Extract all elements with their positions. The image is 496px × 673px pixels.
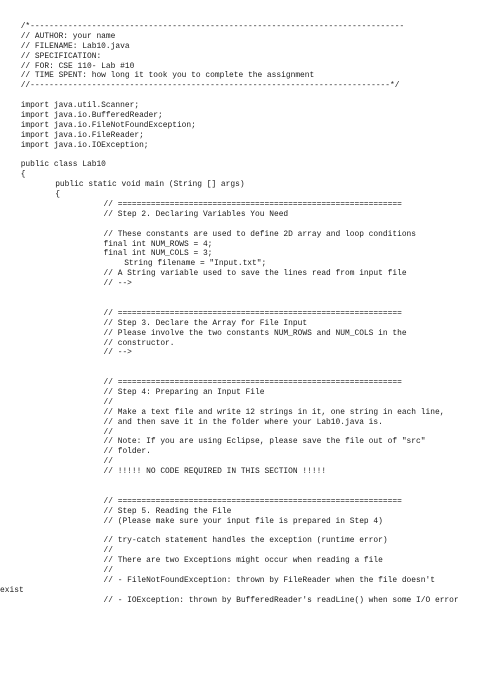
code-line: // Step 5. Reading the File xyxy=(103,506,232,516)
code-line: // ============================================================ xyxy=(103,496,402,506)
code-line: // - FileNotFoundException: thrown by FileReader when the file doesn't xyxy=(103,575,435,585)
code-line: // Step 4: Preparing an Input File xyxy=(103,387,265,397)
code-line: // Step 3. Declare the Array for File Input xyxy=(103,318,308,328)
code-line: // try-catch statement handles the exception (runtime error) xyxy=(103,536,388,546)
code-line: // These constants are used to define 2D array and loop conditions xyxy=(103,229,417,239)
code-line: // Step 2. Declaring Variables You Need xyxy=(103,209,289,219)
code-line: // xyxy=(103,397,113,407)
code-line: import java.io.FileReader; xyxy=(20,130,144,140)
code-line xyxy=(0,477,496,487)
code-line: //----------------------------------------------------------------------------*/ xyxy=(20,81,400,91)
code-line: // AUTHOR: your name xyxy=(20,31,116,41)
code-line: import java.io.FileNotFoundException; xyxy=(20,120,196,130)
code-line xyxy=(0,368,496,378)
code-line: // Note: If you are using Eclipse, please save the file out of "src" xyxy=(103,437,426,447)
code-line: // FOR: CSE 110- Lab #10 xyxy=(20,61,135,71)
code-line: exist xyxy=(0,585,24,595)
code-line: // ============================================================ xyxy=(103,308,402,318)
code-line: // folder. xyxy=(103,447,151,457)
code-line: // There are two Exceptions might occur when reading a file xyxy=(103,556,383,566)
code-line: { xyxy=(55,190,60,200)
code-line: // SPECIFICATION: xyxy=(20,51,102,61)
code-line: // ============================================================ xyxy=(103,378,402,388)
code-line: // xyxy=(103,427,113,437)
code-line xyxy=(0,358,496,368)
code-line: /*------------------------------------------------------------------------------- xyxy=(20,22,405,31)
code-line: public static void main (String [] args) xyxy=(55,180,245,190)
code-line: // xyxy=(103,457,113,467)
code-line: // --> xyxy=(103,348,132,358)
code-line xyxy=(0,289,496,299)
code-line: // xyxy=(103,565,113,575)
code-line xyxy=(0,487,496,497)
code-line: // FILENAME: Lab10.java xyxy=(20,41,130,51)
code-line: final int NUM_COLS = 3; xyxy=(103,249,213,259)
code-line: // Make a text file and write 12 strings in it, one string in each line, xyxy=(103,407,445,417)
source-code-listing xyxy=(0,22,496,606)
code-line xyxy=(0,526,496,536)
code-line: import java.io.BufferedReader; xyxy=(20,111,163,121)
code-line: // constructor. xyxy=(103,338,175,348)
code-line xyxy=(0,91,496,101)
code-line: // --> xyxy=(103,279,132,289)
code-line: // xyxy=(103,546,113,556)
code-line: // - IOException: thrown by BufferedReader's readLine() when some I/O error xyxy=(103,595,459,605)
code-line: import java.util.Scanner; xyxy=(20,101,140,111)
code-line: // ============================================================ xyxy=(103,200,402,210)
code-line xyxy=(0,151,496,161)
code-line xyxy=(0,299,496,309)
code-line xyxy=(0,220,496,230)
code-line: // !!!!! NO CODE REQUIRED IN THIS SECTION !!!!! xyxy=(103,467,327,477)
code-line: // and then save it in the folder where your Lab10.java is. xyxy=(103,417,383,427)
code-line: // TIME SPENT: how long it took you to complete the assignment xyxy=(20,71,315,81)
code-line: { xyxy=(20,170,26,180)
code-line: // A String variable used to save the lines read from input file xyxy=(103,269,407,279)
code-line: // Please involve the two constants NUM_ROWS and NUM_COLS in the xyxy=(103,328,407,338)
code-line: String filename = "Input.txt"; xyxy=(124,259,267,269)
code-line: import java.io.IOException; xyxy=(20,140,149,150)
code-line: final int NUM_ROWS = 4; xyxy=(103,239,213,249)
code-line: public class Lab10 xyxy=(20,160,106,170)
code-line: // (Please make sure your input file is prepared in Step 4) xyxy=(103,516,383,526)
